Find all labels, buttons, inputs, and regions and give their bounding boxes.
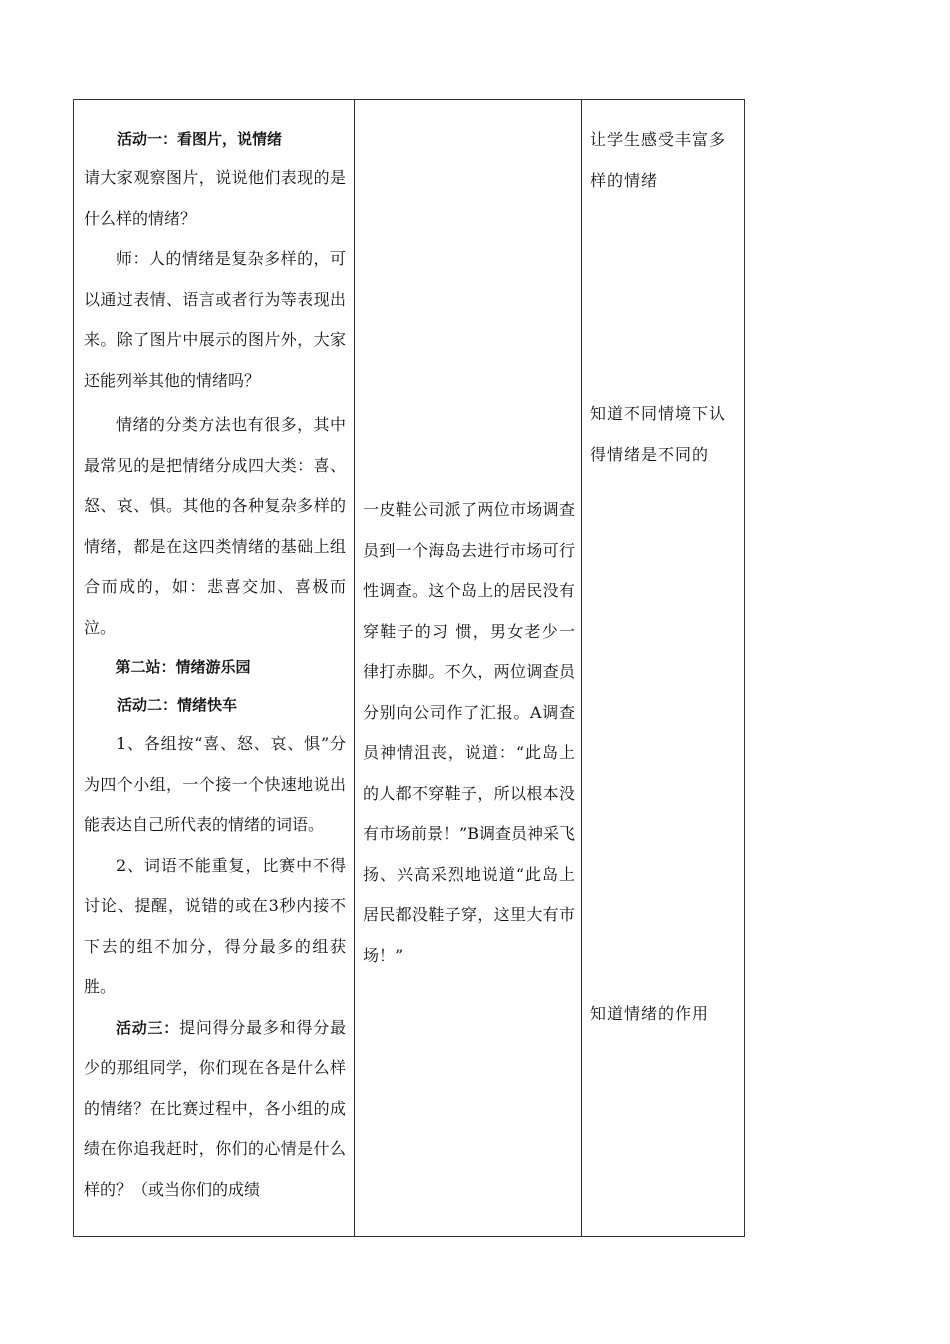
table-row: [74, 100, 745, 1237]
lesson-plan-table: [73, 99, 745, 1237]
goal-situational-emotions: 知道不同情境下认得情绪是不同的: [590, 404, 727, 464]
goal-emotion-function: 知道情绪的作用: [590, 1004, 710, 1023]
activity2-heading: 活动二：情绪快车: [117, 696, 238, 714]
paragraph-emotion-classification: 情绪的分类方法也有很多，其中最常见的是把情绪分成四大类：喜、怒、哀、惧。其他的各种复杂多样的情绪，都是在这四类情绪的基础上组合而成的，如：悲喜交加、喜极而泣。: [84, 415, 346, 637]
goal-feel-emotions: 让学生感受丰富多样的情绪: [590, 130, 727, 190]
activity3-text: 提问得分最多和得分最少的那组同学，你们现在各是什么样的情绪？在比赛过程中，各小组的成绩在你追我赶时，你们的心情是什么样的？（或当你们的成绩: [84, 1017, 346, 1199]
material-cell: [355, 100, 582, 1237]
activity3-paragraph: [84, 1008, 346, 1211]
activity3-label: 活动三：: [116, 1018, 180, 1037]
rule-1: 1、各组按“喜、怒、哀、惧”分为四个小组，一个接一个快速地说出能表达自己所代表的情绪的词语。: [84, 734, 346, 834]
paragraph-observe-pictures: 请大家观察图片，说说他们表现的是什么样的情绪？: [84, 168, 346, 228]
paragraph-teacher-note: 师：人的情绪是复杂多样的，可以通过表情、语言或者行为等表现出来。除了图片中展示的图片外，大家还能列举其他的情绪吗？: [84, 249, 346, 390]
shoe-company-story: 一皮鞋公司派了两位市场调查员到一个海岛去进行市场可行性调查。这个岛上的居民没有穿鞋子的习 惯，男女老少一律打赤脚。不久，两位调查员分别向公司作了汇报。A调查员神情沮丧，说道：“此岛上的人都不穿鞋子，所以根本没有市场前景！”B调查员神采飞扬、兴高采烈地说道“此岛上居民都没鞋子穿，这里大有市场！”: [363, 500, 575, 965]
design-intent-cell: [582, 100, 745, 1237]
rule-2: 2、词语不能重复，比赛中不得讨论、提醒，说错的或在3秒内接不下去的组不加分，得分最多的组获胜。: [84, 855, 346, 996]
teaching-process-cell: [74, 100, 355, 1237]
station2-heading: 第二站：情绪游乐园: [115, 658, 251, 676]
activity1-heading: 活动一：看图片，说情绪: [117, 130, 283, 148]
